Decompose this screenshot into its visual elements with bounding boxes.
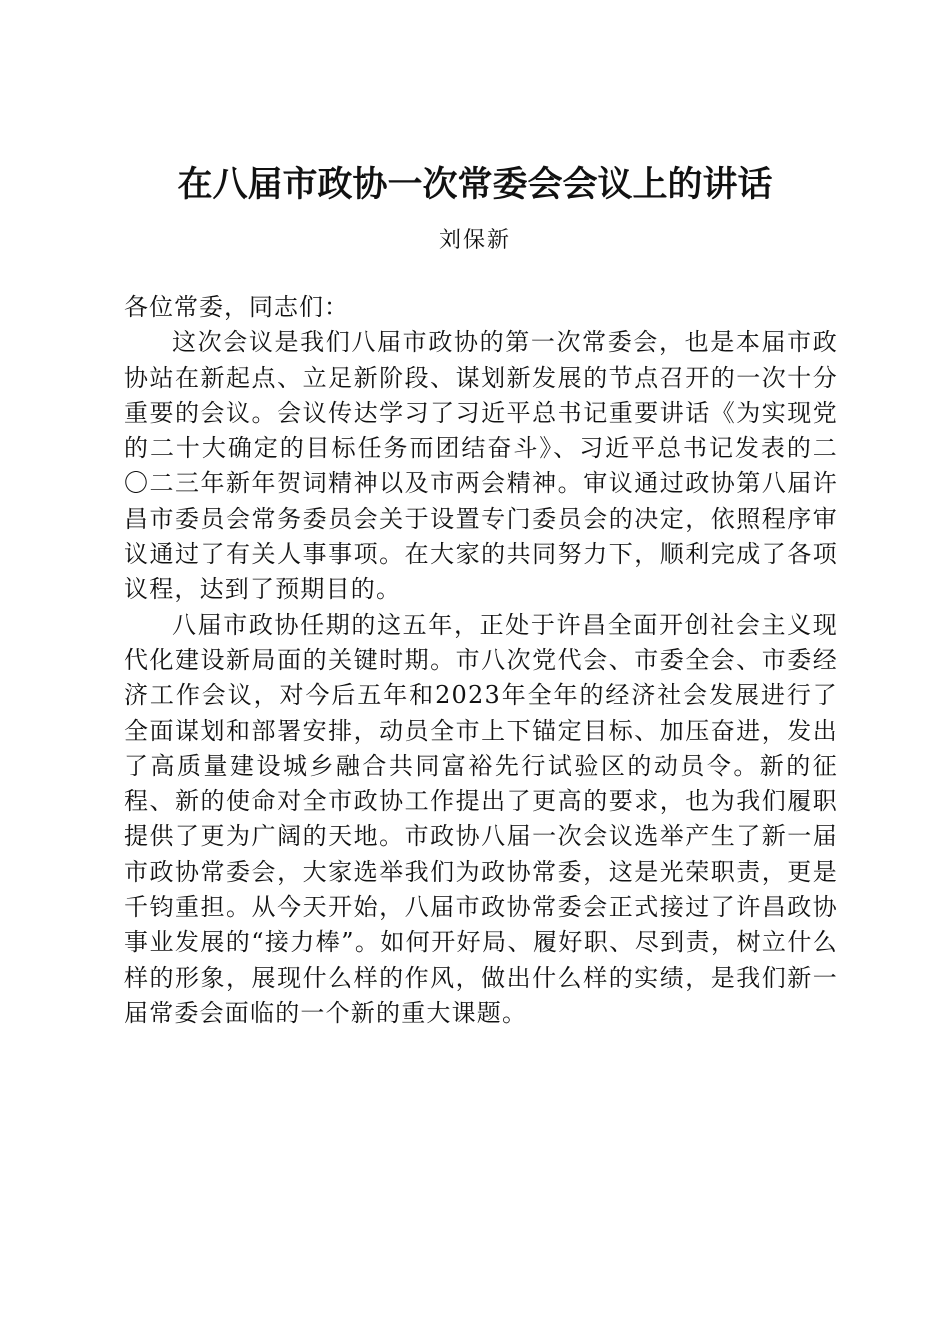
- document-body: [124, 290, 838, 1031]
- salutation: 各位常委，同志们：: [124, 293, 349, 321]
- author-name: 刘保新: [438, 228, 511, 253]
- paragraph-2: 八届市政协任期的这五年，正处于许昌全面开创社会主义现代化建设新局面的关键时期。市八次党代会、市委全会、市委经济工作会议，对今后五年和2023年全年的经济社会发展进行了全面谋划和部署安排，动员全市上下锚定目标、加压奋进，发出了高质量建设城乡融合共同富裕先行试验区的动员令。新的征程、新的使命对全市政协工作提出了更高的要求，也为我们履职提供了更为广阔的天地。市政协八届一次会议选举产生了新一届市政协常委会，大家选举我们为政协常委，这是光荣职责，更是千钧重担。从今天开始，八届市政协常委会正式接过了许昌政协事业发展的“接力棒”。如何开好局、履好职、尽到责，树立什么样的形象，展现什么样的作风，做出什么样的实绩，是我们新一届常委会面临的一个新的重大课题。: [124, 610, 838, 1027]
- paragraph-1: 这次会议是我们八届市政协的第一次常委会，也是本届市政协站在新起点、立足新阶段、谋划新发展的节点召开的一次十分重要的会议。会议传达学习了习近平总书记重要讲话《为实现党的二十大确定的目标任务而团结奋斗》、习近平总书记发表的二〇二三年新年贺词精神以及市两会精神。审议通过政协第八届许昌市委员会常务委员会关于设置专门委员会的决定，依照程序审议通过了有关人事事项。在大家的共同努力下，顺利完成了各项议程，达到了预期目的。: [124, 328, 838, 604]
- document-title: 在八届市政协一次常委会会议上的讲话: [177, 164, 773, 205]
